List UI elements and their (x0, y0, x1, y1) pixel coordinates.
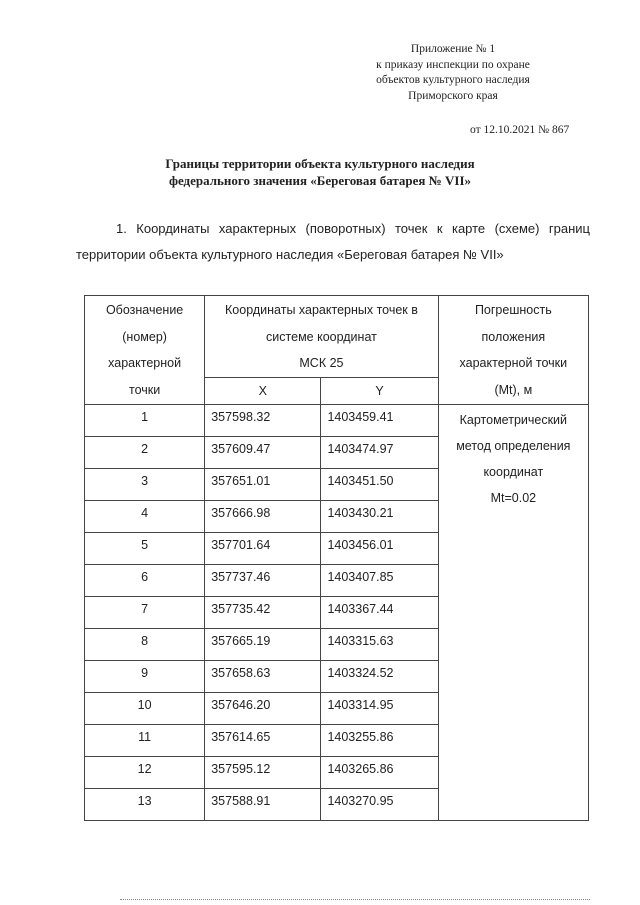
y-coordinate: 1403407.85 (321, 564, 438, 596)
accuracy-note (438, 404, 588, 820)
paragraph-line-2: территории объекта культурного наследия «Береговая батарея № VII» (76, 247, 504, 262)
y-coordinate: 1403324.52 (321, 660, 438, 692)
point-number: 8 (85, 628, 205, 660)
point-number: 11 (85, 724, 205, 756)
accuracy-note-line: метод определения (456, 438, 571, 453)
y-coordinate: 1403474.97 (321, 436, 438, 468)
y-coordinate: 1403314.95 (321, 692, 438, 724)
point-number: 3 (85, 468, 205, 500)
order-date: от 12.10.2021 № 867 (470, 124, 570, 136)
y-coordinate: 1403270.95 (321, 788, 438, 820)
x-coordinate: 357666.98 (205, 500, 321, 532)
y-coordinate: 1403451.50 (321, 468, 438, 500)
y-coordinate: 1403459.41 (321, 404, 438, 436)
document-title (0, 155, 640, 189)
x-coordinate: 357658.63 (205, 660, 321, 692)
accuracy-note-line: координат (483, 464, 544, 479)
coordinates-table (84, 295, 589, 821)
point-number: 7 (85, 596, 205, 628)
x-coordinate: 357737.46 (205, 564, 321, 596)
x-coordinate: 357609.47 (205, 436, 321, 468)
x-coordinate: 357701.64 (205, 532, 321, 564)
x-coordinate: 357735.42 (205, 596, 321, 628)
footer-dotted-line (120, 899, 590, 900)
coordinates-header: Координаты характерных точек в системе координат МСК 25 (205, 296, 438, 378)
point-number: 13 (85, 788, 205, 820)
accuracy-header: Погрешность положения характерной точки (Mt), м (438, 296, 588, 405)
y-coordinate: 1403315.63 (321, 628, 438, 660)
x-coordinate: 357651.01 (205, 468, 321, 500)
paragraph-line-1: 1. Координаты характерных (поворотных) точек к карте (схеме) границ (116, 221, 590, 236)
title-line-2: федерального значения «Береговая батарея № VII» (168, 173, 472, 188)
x-header: X (205, 377, 321, 404)
x-coordinate: 357646.20 (205, 692, 321, 724)
point-number: 5 (85, 532, 205, 564)
point-number: 12 (85, 756, 205, 788)
annex-line: к приказу инспекции по охране (376, 58, 530, 71)
y-header: Y (321, 377, 438, 404)
y-coordinate: 1403456.01 (321, 532, 438, 564)
title-line-1: Границы территории объекта культурного наследия (165, 156, 475, 171)
intro-paragraph (76, 216, 590, 268)
annex-line: объектов культурного наследия (376, 74, 530, 86)
y-coordinate: 1403367.44 (321, 596, 438, 628)
designation-header: Обозначение (номер) характерной точки (85, 296, 205, 405)
annex-reference (333, 42, 573, 104)
point-number: 6 (85, 564, 205, 596)
table-row (85, 404, 589, 436)
point-number: 1 (85, 404, 205, 436)
accuracy-note-line: Картометрический (459, 412, 568, 427)
point-number: 9 (85, 660, 205, 692)
accuracy-note-line: Mt=0.02 (490, 490, 537, 505)
y-coordinate: 1403265.86 (321, 756, 438, 788)
annex-line: Приложение № 1 (410, 43, 496, 55)
y-coordinate: 1403430.21 (321, 500, 438, 532)
x-coordinate: 357665.19 (205, 628, 321, 660)
point-number: 4 (85, 500, 205, 532)
annex-line: Приморского края (408, 89, 498, 102)
x-coordinate: 357598.32 (205, 404, 321, 436)
point-number: 2 (85, 436, 205, 468)
y-coordinate: 1403255.86 (321, 724, 438, 756)
x-coordinate: 357614.65 (205, 724, 321, 756)
coordinates-body (85, 404, 589, 820)
point-number: 10 (85, 692, 205, 724)
x-coordinate: 357588.91 (205, 788, 321, 820)
x-coordinate: 357595.12 (205, 756, 321, 788)
